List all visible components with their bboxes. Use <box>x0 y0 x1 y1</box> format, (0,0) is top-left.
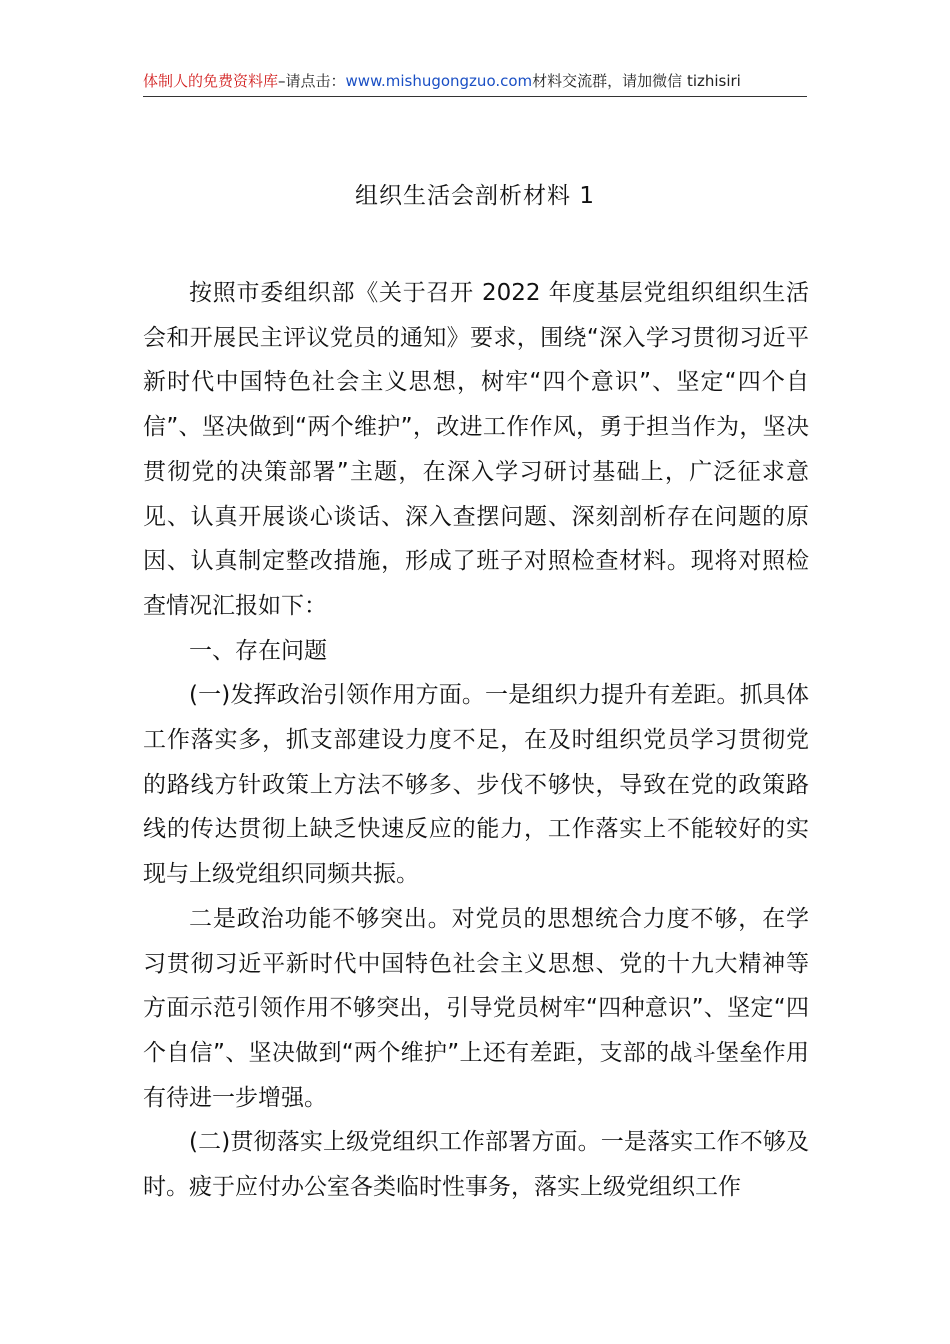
section-heading-problems: 一、存在问题 <box>189 637 327 664</box>
document-body <box>143 271 809 1210</box>
header-site-name: 体制人的免费资料库 <box>143 72 279 90</box>
header-prompt: –请点击： <box>278 72 346 90</box>
paragraph-intro: 按照市委组织部《关于召开 2022 年度基层党组织组织生活会和开展民主评议党员的通知》要求，围绕“深入学习贯彻习近平新时代中国特色社会主义思想，树牢“四个意识”、坚定“四个自信”、坚决做到“两个维护”，改进工作作风，勇于担当作为，坚决贯彻党的决策部署”主题，在深入学习研讨基础上，广泛征求意见、认真开展谈心谈话、深入查摆问题、深刻剖析存在问题的原因、认真制定整改措施，形成了班子对照检查材料。现将对照检查情况汇报如下： <box>143 280 809 619</box>
paragraph-political-function: 二是政治功能不够突出。对党员的思想统合力度不够，在学习贯彻习近平新时代中国特色社会主义思想、党的十九大精神等方面示范引领作用不够突出，引导党员树牢“四种意识”、坚定“四个自信”、坚决做到“两个维护”上还有差距，支部的战斗堡垒作用有待进一步增强。 <box>143 905 809 1111</box>
header-contact: 材料交流群，请加微信 tizhisiri <box>532 72 741 90</box>
document-title: 组织生活会剖析材料 1 <box>355 183 595 209</box>
header-url-link[interactable]: www.mishugongzuo.com <box>345 72 533 90</box>
paragraph-implementation: (二)贯彻落实上级党组织工作部署方面。一是落实工作不够及时。疲于应付办公室各类临时性事务，落实上级党组织工作 <box>143 1129 809 1201</box>
paragraph-political-leadership: (一)发挥政治引领作用方面。一是组织力提升有差距。抓具体工作落实多，抓支部建设力度不足，在及时组织党员学习贯彻党的路线方针政策上方法不够多、步伐不够快，导致在党的政策路线的传达贯彻上缺乏快速反应的能力，工作落实上不能较好的实现与上级党组织同频共振。 <box>143 682 809 888</box>
page-header <box>143 68 807 97</box>
